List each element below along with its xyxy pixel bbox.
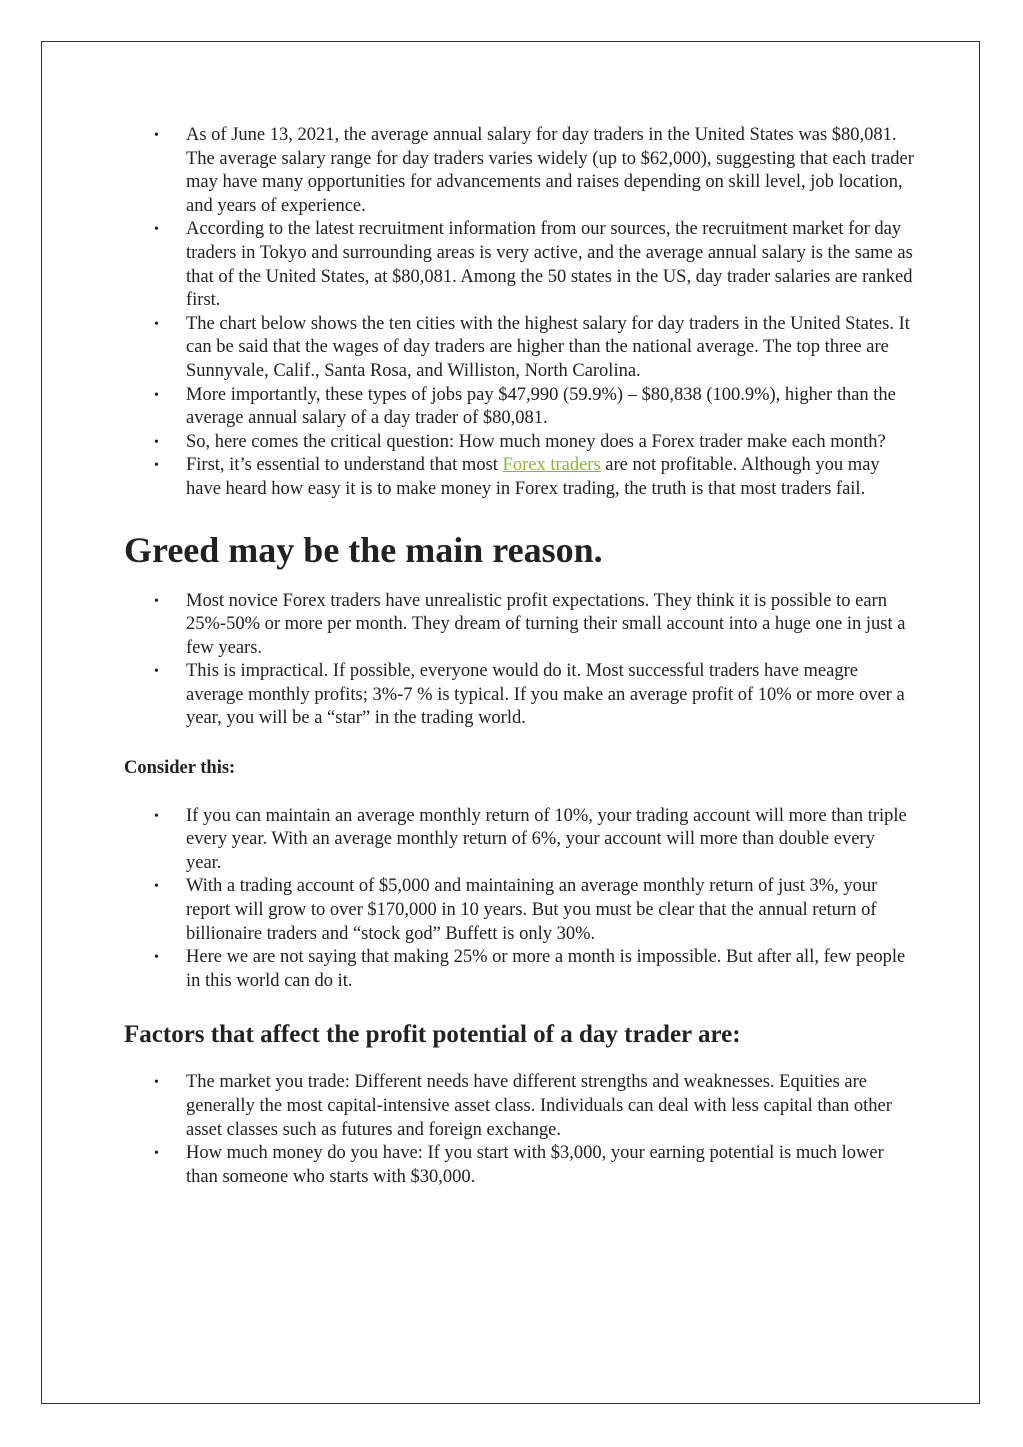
- list-item: [124, 1071, 914, 1142]
- bullet-list-returns: [124, 805, 914, 994]
- list-item-text-before-link: First, it’s essential to understand that most: [186, 455, 503, 476]
- list-item-text: How much money do you have: If you start with $3,000, your earning potential is much lower than someone who starts with $30,000.: [186, 1143, 884, 1187]
- list-item: [124, 124, 914, 218]
- list-item: [124, 384, 914, 431]
- list-item: [124, 313, 914, 384]
- list-item: [124, 875, 914, 946]
- bullet-list-expectations: [124, 590, 914, 732]
- list-item: [124, 218, 914, 312]
- bullet-icon: •: [154, 879, 159, 895]
- bullet-icon: •: [154, 458, 159, 474]
- list-item-text: Most novice Forex traders have unrealistic profit expectations. They think it is possible to earn 25%-50% or more per month. They dream of turning their small account into a huge one in just a few years.: [186, 590, 906, 658]
- list-item: [124, 946, 914, 993]
- bullet-icon: •: [154, 128, 159, 143]
- list-item: [124, 1142, 914, 1189]
- list-item-text: The market you trade: Different needs have different strengths and weaknesses. Equities are generally the most capital-intensive asset class. Individuals can deal with less capital than other asset classes such as futures and foreign exchange.: [186, 1072, 892, 1140]
- bullet-icon: •: [154, 808, 159, 824]
- list-item-text: With a trading account of $5,000 and maintaining an average monthly return of just 3%, your report will grow to over $170,000 in 10 years. But you must be clear that the annual return of billionaire traders and “stock god” Buffett is only 30%.: [186, 876, 878, 944]
- list-item-text: More importantly, these types of jobs pay $47,990 (59.9%) – $80,838 (100.9%), higher than the average annual salary of a day trader of $80,081.: [186, 384, 896, 429]
- list-item-text-after-link: are not profitable. Although you may have heard how easy it is to make money in Forex trading, the truth is that most traders fail.: [186, 455, 880, 499]
- consider-label: Consider this:: [124, 758, 236, 779]
- bullet-icon: •: [154, 593, 159, 609]
- bullet-list-factors: [124, 1071, 914, 1189]
- bullet-icon: •: [154, 1146, 159, 1162]
- bullet-icon: •: [154, 950, 159, 966]
- list-item: [124, 431, 914, 455]
- document-content: [124, 124, 914, 1189]
- list-item: [124, 805, 914, 876]
- heading-factors: Factors that affect the profit potential of a day trader are:: [124, 1021, 741, 1049]
- list-item: [124, 660, 914, 731]
- bullet-icon: •: [154, 387, 159, 403]
- bullet-icon: •: [154, 222, 159, 238]
- heading-greed: Greed may be the main reason.: [124, 529, 603, 570]
- forex-traders-link[interactable]: Forex traders: [502, 455, 601, 476]
- bullet-icon: •: [154, 316, 159, 332]
- bullet-icon: •: [154, 434, 159, 450]
- list-item-text: Here we are not saying that making 25% or more a month is impossible. But after all, few people in this world can do it.: [186, 947, 906, 991]
- list-item: [124, 454, 914, 501]
- bullet-list-salary: [124, 124, 914, 502]
- bullet-icon: •: [154, 664, 159, 680]
- list-item-text: So, here comes the critical question: How much money does a Forex trader make each month?: [186, 431, 886, 452]
- bullet-icon: •: [154, 1075, 159, 1091]
- list-item-text: According to the latest recruitment information from our sources, the recruitment market for day traders in Tokyo and surrounding areas is very active, and the average annual salary is the same as that of the United States, at $80,081. Among the 50 states in the US, day trader salaries are ranked first.: [186, 219, 913, 311]
- list-item-text: The chart below shows the ten cities with the highest salary for day traders in the United States. It can be said that the wages of day traders are higher than the national average. The top three are Sunnyvale, Calif., Santa Rosa, and Williston, North Carolina.: [186, 313, 910, 381]
- list-item: [124, 590, 914, 661]
- list-item-text: As of June 13, 2021, the average annual salary for day traders in the United States was $80,081. The average salary range for day traders varies widely (up to $62,000), suggesting that each trader may have many opportunities for advancements and raises depending on skill level, job location, and years of experience.: [186, 125, 914, 216]
- list-item-text: If you can maintain an average monthly return of 10%, your trading account will more than triple every year. With an average monthly return of 6%, your account will more than double every year.: [186, 805, 907, 873]
- list-item-text: This is impractical. If possible, everyone would do it. Most successful traders have meagre average monthly profits; 3%-7 % is typical. If you make an average profit of 10% or more over a year, you will be a “star” in the trading world.: [186, 661, 905, 729]
